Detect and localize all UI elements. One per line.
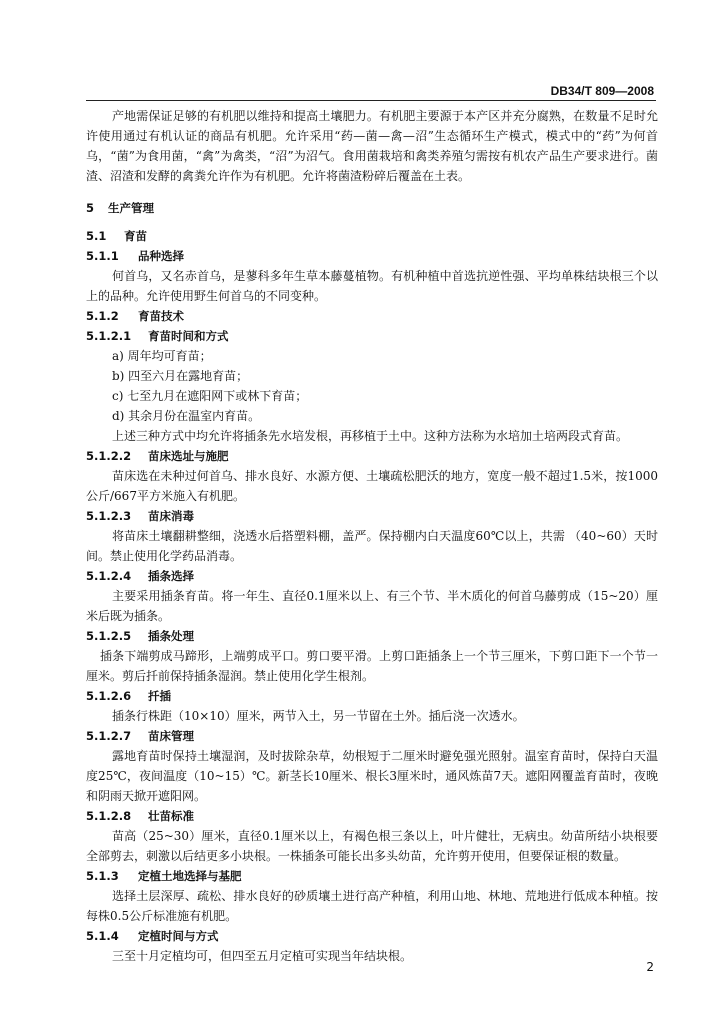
section-5-1-2-6-text: 插条行株距（10×10）厘米，两节入土，另一节留在土外。插后浇一次透水。: [112, 709, 525, 723]
section-5-1-2-5-heading: [86, 626, 658, 646]
section-title: 苗床管理: [148, 729, 194, 743]
list-item-b: b) 四至六月在露地育苗；: [112, 369, 249, 383]
section-5-1-2-1-heading: [86, 326, 658, 346]
list-item-a: a) 周年均可育苗；: [112, 349, 212, 363]
section-title: 苗床选址与施肥: [148, 449, 229, 463]
header-rule: [86, 100, 656, 101]
document-body: [86, 106, 658, 966]
section-number: 5.1.4: [86, 929, 119, 943]
section-5-1-1-text: 何首乌，又名赤首乌，是蓼科多年生草本藤蔓植物。有机种植中首选抗逆性强、平均单株结块根三个以上的品种。允许使用野生何首乌的不同变种。: [86, 269, 658, 303]
page-number: 2: [646, 960, 654, 974]
section-number: 5.1.2.3: [86, 509, 132, 523]
section-title: 插条选择: [148, 569, 194, 583]
section-5-1-2-heading: [86, 306, 658, 326]
section-5-1-2-2-heading: [86, 446, 658, 466]
section-5-1-3-text: 选择土层深厚、疏松、排水良好的砂质壤土进行高产种植，利用山地、林地、荒地进行低成本种植。按每株0.5公斤标准施有机肥。: [86, 889, 658, 923]
section-number: 5.1.2.7: [86, 729, 132, 743]
section-5-1-2-4-text: 主要采用插条育苗。将一年生、直径0.1厘米以上、有三个节、半木质化的何首乌藤剪成（15~20）厘米后既为插条。: [86, 589, 658, 623]
section-5-1-3-heading: [86, 866, 658, 886]
section-5-1-2-2-text: 苗床选在未种过何首乌、排水良好、水源方便、土壤疏松肥沃的地方，宽度一般不超过1.5米，按1000公斤/667平方米施入有机肥。: [86, 469, 658, 503]
section-5-1-4-text: 三至十月定植均可，但四至五月定植可实现当年结块根。: [112, 949, 413, 963]
section-title: 育苗时间和方式: [148, 329, 229, 343]
section-5-1-heading: [86, 226, 658, 246]
section-5-1-4-heading: [86, 926, 658, 946]
section-5-1-2-3-text: 将苗床土壤翻耕整细，浇透水后搭塑料棚，盖严。保持棚内白天温度60℃以上，共需 （40~60）天时间。禁止使用化学药品消毒。: [86, 529, 658, 563]
section-5-1-2-4-heading: [86, 566, 658, 586]
section-number: 5.1.3: [86, 869, 119, 883]
section-title: 育苗: [124, 229, 147, 243]
section-title: 苗床消毒: [148, 509, 194, 523]
section-title: 育苗技术: [138, 309, 184, 323]
section-5-1-2-1-text: 上述三种方式中均允许将插条先水培发根，再移植于土中。这种方法称为水培加土培两段式育苗。: [112, 429, 629, 443]
section-title: 定植时间与方式: [138, 929, 219, 943]
intro-paragraph: 产地需保证足够的有机肥以维持和提高土壤肥力。有机肥主要源于本产区并充分腐熟，在数量不足时允许使用通过有机认证的商品有机肥。允许采用“药—菌—禽—沼”生态循环生产模式，模式中的“药”为何首乌，“菌”为食用菌，“禽”为禽类，“沼”为沼气。食用菌栽培和禽类养殖匀需按有机农产品生产要求进行。菌渣、沼渣和发酵的禽粪允许作为有机肥。允许将菌渣粉碎后覆盖在土表。: [86, 109, 658, 183]
section-number: 5.1.1: [86, 249, 119, 263]
section-5-1-2-5-text: 插条下端剪成马蹄形，上端剪成平口。剪口要平滑。上剪口距插条上一个节三厘米，下剪口距下一个节一厘米。剪后扦前保持插条湿润。禁止使用化学生根剂。: [86, 649, 658, 683]
section-5-heading: [86, 198, 658, 218]
section-5-1-2-3-heading: [86, 506, 658, 526]
section-5-1-2-8-heading: [86, 806, 658, 826]
section-number: 5.1.2.5: [86, 629, 132, 643]
list-item-c: c) 七至九月在遮阳网下或林下育苗；: [112, 389, 308, 403]
section-number: 5.1.2.2: [86, 449, 132, 463]
section-5-1-2-8-text: 苗高（25~30）厘米，直径0.1厘米以上，有褐色根三条以上，叶片健壮，无病虫。幼苗所结小块根要全部剪去，刺激以后结更多小块根。一株插条可能长出多头幼苗，允许剪开使用，但要保证根的数量。: [86, 829, 658, 863]
section-5-1-2-7-heading: [86, 726, 658, 746]
section-title: 定植土地选择与基肥: [138, 869, 242, 883]
section-title: 插条处理: [148, 629, 194, 643]
section-title: 生产管理: [108, 201, 154, 215]
section-5-1-1-heading: [86, 246, 658, 266]
section-5-1-2-6-heading: [86, 686, 658, 706]
section-number: 5.1.2: [86, 309, 119, 323]
section-number: 5.1.2.8: [86, 809, 132, 823]
section-title: 扦插: [148, 689, 171, 703]
standard-number-header: DB34/T 809—2008: [550, 84, 654, 98]
section-number: 5: [86, 201, 95, 215]
section-title: 品种选择: [138, 249, 184, 263]
section-title: 壮苗标准: [148, 809, 194, 823]
section-number: 5.1.2.4: [86, 569, 132, 583]
section-number: 5.1.2.6: [86, 689, 132, 703]
section-number: 5.1.2.1: [86, 329, 132, 343]
section-5-1-2-7-text: 露地育苗时保持土壤湿润，及时拔除杂草，幼根短于二厘米时避免强光照射。温室育苗时，保持白天温度25℃，夜间温度（10~15）℃。新茎长10厘米、根长3厘米时，通风炼苗7天。遮阳网覆盖育苗时，夜晚和阴雨天掀开遮阳网。: [86, 749, 658, 803]
section-number: 5.1: [86, 229, 107, 243]
list-item-d: d) 其余月份在温室内育苗。: [112, 409, 261, 423]
